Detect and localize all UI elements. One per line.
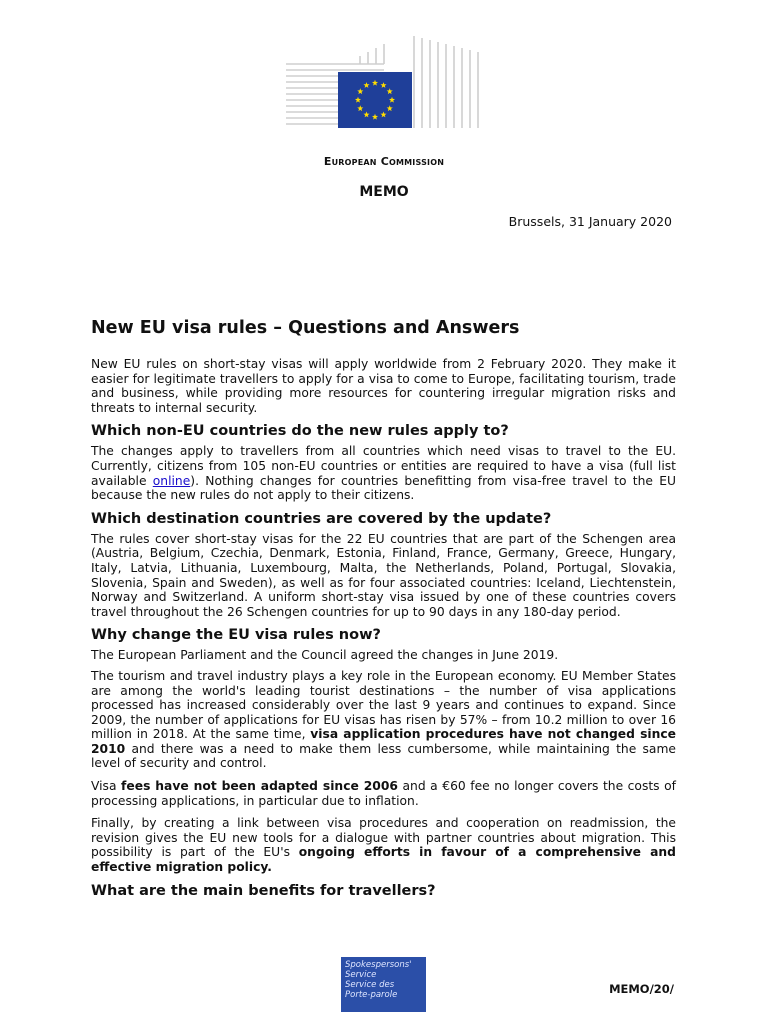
text: and a €60 fee no longer covers the costs of processing applications, in particular due to inflation. — [91, 779, 676, 808]
service-line: Service — [345, 970, 377, 980]
text: ). Nothing changes for countries benefitting from visa-free travel to the EU because the new rules do not apply to their citizens. — [91, 473, 676, 503]
online-link[interactable]: online — [152, 473, 191, 488]
page-title: New EU visa rules – Questions and Answers — [91, 318, 520, 338]
service-line: Porte-parole — [345, 990, 398, 1000]
text: Finally, by creating a link between visa procedures and cooperation on readmission, the revision gives the EU new tools for a dialogue with partner countries about migration. This possibility is part of the EU's — [91, 816, 676, 860]
service-label — [341, 957, 426, 1000]
intro-paragraph: New EU rules on short-stay visas will apply worldwide from 2 February 2020. They make it easier for legitimate travellers to apply for a visa to come to Europe, facilitating tourism, trade and business, while providing more resources for countering irregular migration risks and threats to internal security. — [91, 357, 676, 415]
text: The changes apply to travellers from all countries which need visas to travel to the EU. Currently, citizens from 105 non-EU countries or entities are required to have a visa (full list available — [91, 444, 676, 488]
question-heading: Which destination countries are covered by the update? — [91, 510, 552, 527]
dateline: Brussels, 31 January 2020 — [508, 214, 672, 229]
eu-flag-icon — [338, 72, 412, 128]
spokespersons-service-logo — [341, 957, 426, 1012]
answer-paragraph — [91, 779, 676, 808]
answer-paragraph: The rules cover short-stay visas for the 22 EU countries that are part of the Schengen area (Austria, Belgium, Czechia, Denmark, Estonia, Finland, France, Germany, Greece, Hungary, Italy, Latvia, Lithuania, Luxembourg, Malta, the Netherlands, Poland, Portugal, Slovakia, Slovenia, Spain and Sweden), as well as for four associated countries: Iceland, Liechtenstein, Norway and Switzerland. A uniform short-stay visa issued by one of these countries covers travel throughout the 26 Schengen countries for up to 90 days in any 180-day period. — [91, 531, 676, 619]
memo-number: MEMO/20/ — [609, 982, 674, 996]
eu-stars-icon — [338, 72, 412, 128]
question-heading: Why change the EU visa rules now? — [91, 627, 381, 644]
text: The tourism and travel industry plays a key role in the European economy. EU Member States are among the world's leading tourist destinations – the number of visa applications processed has increased considerably over the last 9 years and continues to expand. Since 2009, the number of applications for EU visas has risen by 57% – from 10.2 million to over 16 million in 2018. At the same time, — [91, 668, 676, 742]
bold-text: fees have not been adapted since 2006 — [121, 779, 398, 794]
service-line: Spokespersons' — [345, 960, 412, 970]
answer-paragraph — [91, 669, 676, 771]
question-heading: What are the main benefits for travellers? — [91, 882, 436, 899]
answer-paragraph — [91, 444, 676, 502]
text: Visa — [91, 779, 122, 794]
answer-paragraph: The European Parliament and the Council agreed the changes in June 2019. — [91, 648, 559, 663]
service-line: Service des — [345, 980, 395, 990]
document-type: MEMO — [359, 184, 409, 200]
memo-body — [91, 318, 676, 904]
organisation-name: European Commission — [323, 155, 445, 168]
bold-text: visa application procedures have not changed since 2010 — [91, 727, 676, 756]
text: and there was a need to make them less cumbersome, while maintaining the same level of security and control. — [91, 741, 676, 771]
bold-text: ongoing efforts in favour of a comprehensive and effective migration policy. — [91, 845, 676, 875]
answer-paragraph — [91, 816, 676, 874]
question-heading: Which non-EU countries do the new rules apply to? — [91, 423, 509, 440]
